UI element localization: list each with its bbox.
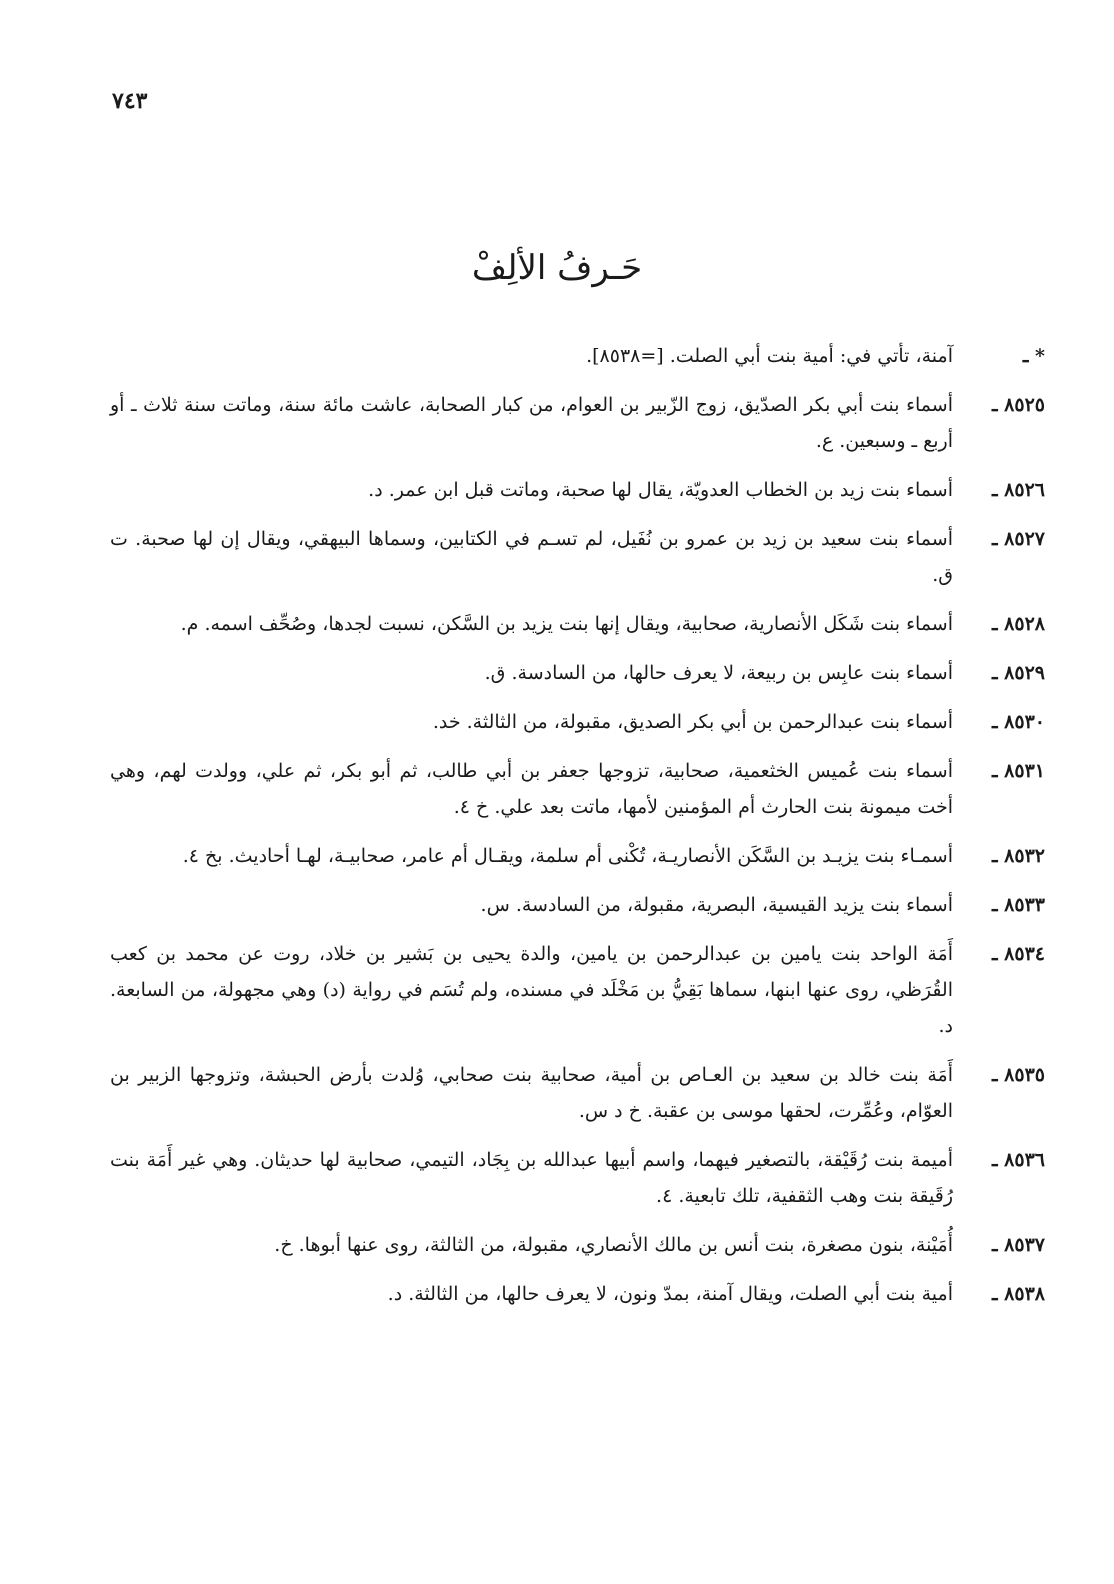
entry [110,472,1045,508]
entry-number: ٨٥٢٥ ـ [991,394,1045,416]
entry-text: أسماء بنت عابِس بن ربيعة، لا يعرف حالها، من السادسة. ق. [484,662,953,684]
entry-text: أُمَيْنة، بنون مصغرة، بنت أنس بن مالك الأنصاري، مقبولة، من الثالثة، روى عنها أبوها. خ. [274,1234,953,1256]
entry-text: أسماء بنت سعيد بن زيد بن عمرو بن نُفَيل، لم تسـم في الكتابين، وسماها البيهقي، ويقال إن لها صحبة. ت ق. [110,528,953,586]
entry-number: ٨٥٣٢ ـ [991,845,1045,867]
entry [110,521,1045,593]
entries-list [110,338,1045,1325]
entry-text: أسماء بنت يزيد القيسية، البصرية، مقبولة، من السادسة. س. [480,894,953,916]
entry-text: أَمَة الواحد بنت يامين بن عبدالرحمن بن يامين، والدة يحيى بن بَشير بن خلاد، روت عن محمد بن كعب القُرَظي، روى عنها ابنها، سماها بَقِيُّ بن مَخْلَد في مسنده، ولم تُسَم في رواية (د) وهي مجهولة، من السابعة. د. [110,943,953,1037]
entry-text: أسماء بنت عبدالرحمن بن أبي بكر الصديق، مقبولة، من الثالثة. خد. [432,711,953,733]
entry-number: ٨٥٣٦ ـ [991,1149,1045,1171]
entry [110,936,1045,1044]
entry-number: ٨٥٢٦ ـ [991,479,1045,501]
entry-text: أَمَة بنت خالد بن سعيد بن العـاص بن أمية، صحابية بنت صحابي، وُلدت بأرض الحبشة، وتزوجها الزبير بن العوّام، وعُمِّرت، لحقها موسى بن عقبة. خ د س. [110,1064,953,1122]
entry-text: أسماء بنت زيد بن الخطاب العدويّة، يقال لها صحبة، وماتت قبل ابن عمر. د. [368,479,953,501]
entry-number: * ـ [1022,345,1045,367]
section-title: حَـرفُ الألِفْ [471,248,643,288]
entry [110,338,1045,374]
entry [110,753,1045,825]
entry [110,887,1045,923]
entry-number: ٨٥٢٩ ـ [991,662,1045,684]
entry-text: أميمة بنت رُقَيْقة، بالتصغير فيهما، واسم أبيها عبدالله بن بِجَاد، التيمي، صحابية لها حديثان. وهي غير أَمَة بنت رُقَيقة بنت وهب الثقفية، تلك تابعية. ٤. [110,1149,953,1207]
entry [110,606,1045,642]
entry-text: أسماء بنت عُميس الخثعمية، صحابية، تزوجها جعفر بن أبي طالب، ثم أبو بكر، ثم علي، وولدت لهم، وهي أخت ميمونة بنت الحارث أم المؤمنين لأمها، ماتت بعد علي. خ ٤. [110,760,953,818]
entry [110,387,1045,459]
entry [110,704,1045,740]
entry-number: ٨٥٣٥ ـ [991,1064,1045,1086]
entry-text: أمية بنت أبي الصلت، ويقال آمنة، بمدّ ونون، لا يعرف حالها، من الثالثة. د. [387,1283,953,1305]
entry-number: ٨٥٣٠ ـ [991,711,1045,733]
entry [110,1227,1045,1263]
entry-number: ٨٥٢٨ ـ [991,613,1045,635]
entry-number: ٨٥٢٧ ـ [991,528,1045,550]
entry-text: آمنة، تأتي في: أمية بنت أبي الصلت. [=٨٥٣٨]. [586,345,953,367]
entry-number: ٨٥٣٨ ـ [991,1283,1045,1305]
entry-text: أسمـاء بنت يزيـد بن السَّكَن الأنصاريـة، تُكْنى أم سلمة، ويقـال أم عامر، صحابيـة، لهـا أحاديث. بخ ٤. [182,845,953,867]
entry [110,1142,1045,1214]
entry-text: أسماء بنت شَكَل الأنصارية، صحابية، ويقال إنها بنت يزيد بن السَّكن، نسبت لجدها، وصُحِّف اسمه. م. [180,613,953,635]
entry-number: ٨٥٣٤ ـ [991,943,1045,965]
entry-number: ٨٥٣١ ـ [991,760,1045,782]
entry-text: أسماء بنت أبي بكر الصدّيق، زوج الزّبير بن العوام، من كبار الصحابة، عاشت مائة سنة، وماتت سنة ثلاث ـ أو أربع ـ وسبعين. ع. [110,394,953,452]
entry [110,1276,1045,1312]
entry [110,655,1045,691]
page-number: ٧٤٣ [112,88,148,114]
entry-number: ٨٥٣٧ ـ [991,1234,1045,1256]
entry [110,838,1045,874]
entry-number: ٨٥٣٣ ـ [991,894,1045,916]
entry [110,1057,1045,1129]
